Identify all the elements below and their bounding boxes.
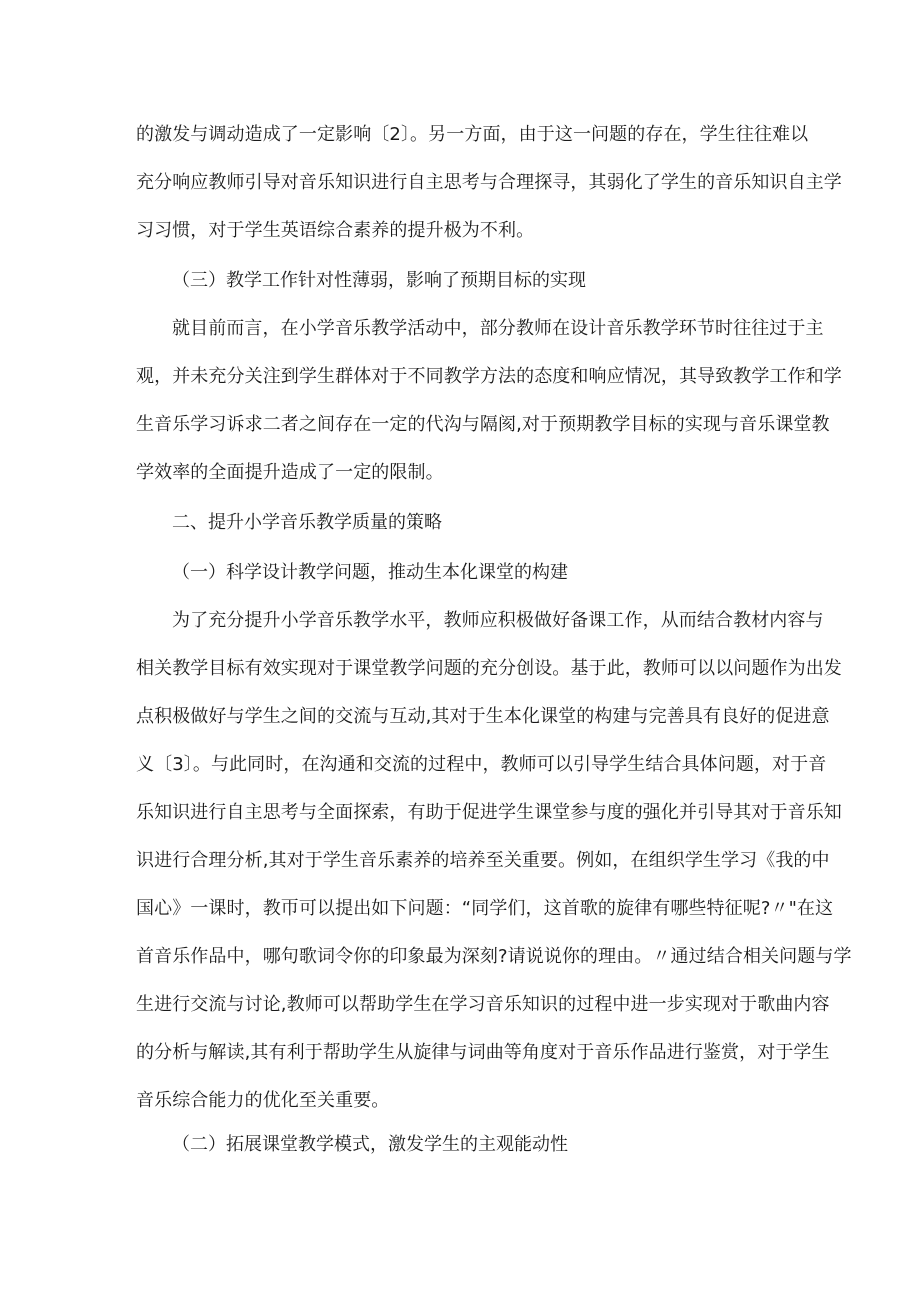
paragraph-line: 首音乐作品中，哪句歌词令你的印象最为深刻?请说说你的理由。〃通过结合相关问题与学 <box>136 946 852 967</box>
subsection-heading-1: （一）科学设计教学问题，推动生本化课堂的构建 <box>172 562 568 583</box>
paragraph-line: 国心》一课时，教帀可以提出如下问题：“同学们，这首歌的旋律有哪些特征呢?〃"在这 <box>136 898 834 919</box>
subsection-heading-2: （二）拓展课堂教学模式，激发学生的主观能动性 <box>172 1134 568 1155</box>
paragraph-line: 音乐综合能力的优化至关重要。 <box>136 1090 390 1111</box>
paragraph-line: 观，并未充分关注到学生群体对于不同教学方法的态度和响应情况，其导致教学工作和学 <box>136 366 842 387</box>
paragraph-line: 为了充分提升小学音乐教学水平，教师应积极做好备课工作，从而结合教材内容与 <box>172 610 824 631</box>
paragraph-2 <box>136 312 842 490</box>
paragraph-line: 的分析与解读,其有利于帮助学生从旋律与词曲等角度对于音乐作品进行鉴赏，对于学生 <box>136 1042 830 1063</box>
paragraph-line: 学效率的全面提升造成了一定的限制。 <box>136 462 444 483</box>
paragraph-line: 生进行交流与讨论,教师可以帮助学生在学习音乐知识的过程中进一步实现对于歌曲内容 <box>136 994 830 1015</box>
paragraph-line: 就目前而言，在小学音乐教学活动中，部分教师在设计音乐教学环节时往往过于主 <box>172 318 824 339</box>
paragraph-line: 识进行合理分析,其对于学生音乐素养的培养至关重要。例如，在组织学生学习《我的中 <box>136 850 830 871</box>
paragraph-line: 乐知识进行自主思考与全面探索，有助于促进学生课堂参与度的强化并引导其对于音乐知 <box>136 802 842 823</box>
paragraph-line: 义〔3〕。与此同时，在沟通和交流的过程中，教师可以引导学生结合具体问题，对于音 <box>136 754 827 775</box>
paragraph-line: 的激发与调动造成了一定影响〔2〕。另一方面，由于这一问题的存在，学生往往难以 <box>136 124 809 145</box>
paragraph-line: 相关教学目标有效实现对于课堂教学问题的充分创设。基于此，教师可以以问题作为出发 <box>136 658 842 679</box>
paragraph-line: 生音乐学习诉求二者之间存在一定的代沟与隔阂,对于预期教学目标的实现与音乐课堂教 <box>136 414 830 435</box>
subsection-heading-3: （三）教学工作针对性薄弱，影响了预期目标的实现 <box>172 270 586 291</box>
paragraph-line: 点积极做好与学生之间的交流与互动,其对于生本化课堂的构建与完善具有良好的促进意 <box>136 706 830 727</box>
paragraph-line: 习习惯，对于学生英语综合素养的提升极为不利。 <box>136 220 535 241</box>
paragraph-3 <box>136 604 852 1118</box>
section-title: 二、提升小学音乐教学质量的策略 <box>172 512 442 533</box>
paragraph-line: 充分响应教师引导对音乐知识进行自主思考与合理探寻，其弱化了学生的音乐知识自主学 <box>136 172 842 193</box>
paragraph-1 <box>136 118 842 248</box>
